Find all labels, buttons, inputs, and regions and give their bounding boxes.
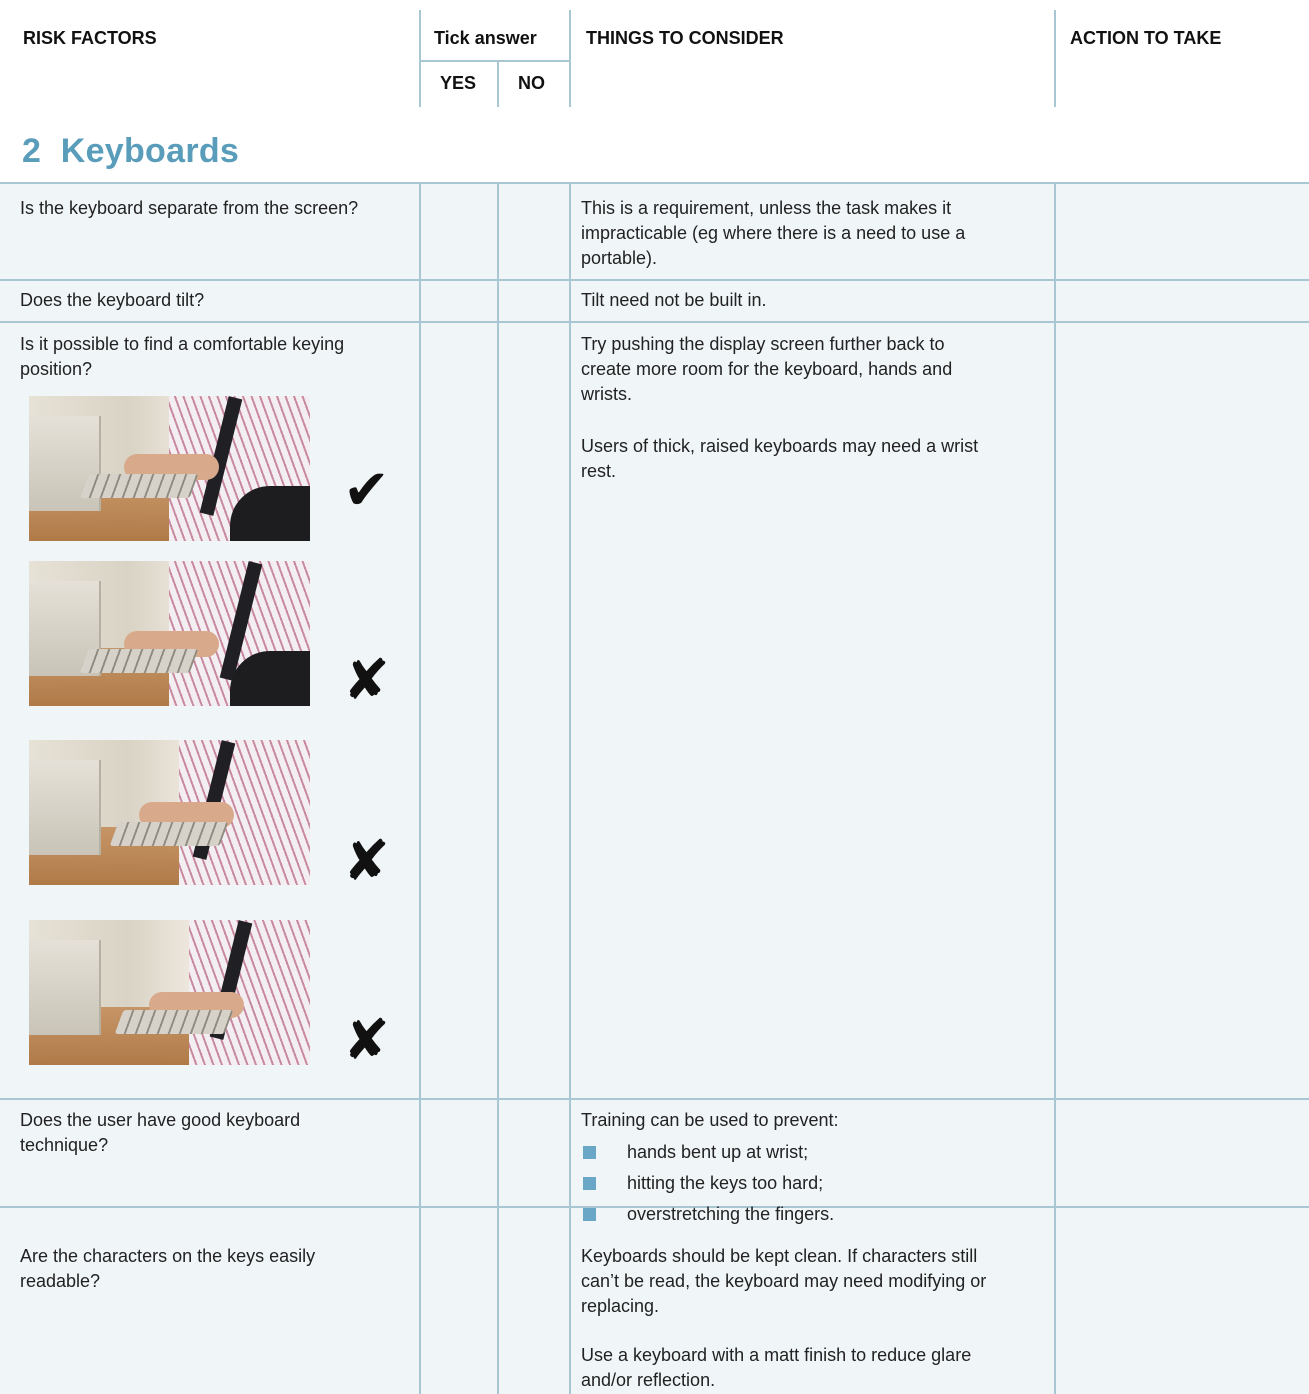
consider-text: Training can be used to prevent: bbox=[581, 1110, 839, 1130]
question-line: position? bbox=[20, 359, 93, 379]
header-things-to-consider: THINGS TO CONSIDER bbox=[586, 28, 784, 48]
question-line: technique? bbox=[20, 1135, 109, 1155]
consider-text: Tilt need not be built in. bbox=[581, 290, 767, 310]
section-heading: Keyboards bbox=[60, 132, 240, 170]
consider-text bbox=[581, 1244, 986, 1319]
header-divider bbox=[1054, 10, 1056, 107]
row-divider bbox=[0, 279, 1309, 281]
consider-text bbox=[581, 1343, 971, 1393]
keyboard-posture-photo-correct bbox=[29, 396, 310, 541]
bullet-item: hitting the keys too hard; bbox=[627, 1173, 824, 1193]
section-number: 2 bbox=[22, 132, 42, 170]
consider-line: Use a keyboard with a matt finish to reduce glare bbox=[581, 1345, 972, 1365]
risk-question bbox=[20, 1108, 300, 1158]
consider-line: rest. bbox=[581, 461, 617, 481]
keyboard-posture-photo-wrong bbox=[29, 561, 310, 706]
section-title bbox=[22, 132, 239, 171]
question-line: Does the user have good keyboard bbox=[20, 1110, 301, 1130]
row-divider bbox=[0, 182, 1309, 184]
header-yes: YES bbox=[440, 73, 477, 93]
keyboard-posture-photo-wrong bbox=[29, 740, 310, 885]
consider-text bbox=[581, 434, 978, 484]
consider-line: impracticable (eg where there is a need to use a bbox=[581, 223, 966, 243]
risk-question bbox=[20, 1244, 315, 1294]
consider-line: Keyboards should be kept clean. If characters still bbox=[581, 1246, 978, 1266]
column-divider bbox=[569, 182, 571, 1394]
bullet-item: overstretching the fingers. bbox=[627, 1204, 835, 1224]
consider-line: wrists. bbox=[581, 384, 632, 404]
header-divider bbox=[419, 10, 421, 107]
consider-text bbox=[581, 196, 965, 271]
cross-mark-icon: ✘ bbox=[343, 1008, 390, 1071]
consider-line: This is a requirement, unless the task makes it bbox=[581, 198, 952, 218]
risk-question: Does the keyboard tilt? bbox=[20, 290, 205, 310]
header-action-to-take: ACTION TO TAKE bbox=[1070, 28, 1222, 48]
consider-line: portable). bbox=[581, 248, 658, 268]
header-divider bbox=[497, 60, 499, 107]
cross-mark-icon: ✘ bbox=[343, 648, 390, 711]
column-divider bbox=[419, 182, 421, 1394]
bullet-square-icon bbox=[583, 1146, 596, 1159]
header-risk-factors: RISK FACTORS bbox=[23, 28, 157, 48]
row-divider bbox=[0, 1098, 1309, 1100]
question-line: Are the characters on the keys easily bbox=[20, 1246, 316, 1266]
consider-line: Try pushing the display screen further back to bbox=[581, 334, 945, 354]
bullet-item: hands bent up at wrist; bbox=[627, 1142, 809, 1162]
consider-text bbox=[581, 332, 952, 407]
consider-line: can’t be read, the keyboard may need modifying or bbox=[581, 1271, 987, 1291]
header-tick-answer: Tick answer bbox=[434, 28, 537, 48]
header-no: NO bbox=[518, 73, 545, 93]
consider-line: create more room for the keyboard, hands and bbox=[581, 359, 953, 379]
column-divider bbox=[1054, 182, 1056, 1394]
question-line: Is it possible to find a comfortable keying bbox=[20, 334, 345, 354]
consider-line: Users of thick, raised keyboards may need a wrist bbox=[581, 436, 979, 456]
risk-question: Is the keyboard separate from the screen? bbox=[20, 198, 359, 218]
question-line: readable? bbox=[20, 1271, 101, 1291]
header-divider bbox=[419, 60, 570, 62]
consider-line: and/or reflection. bbox=[581, 1370, 716, 1390]
bullet-square-icon bbox=[583, 1208, 596, 1221]
risk-question bbox=[20, 332, 344, 382]
cross-mark-icon: ✘ bbox=[343, 829, 390, 892]
keyboard-posture-photo-wrong bbox=[29, 920, 310, 1065]
row-divider bbox=[0, 321, 1309, 323]
consider-line: replacing. bbox=[581, 1296, 660, 1316]
check-mark-icon: ✔ bbox=[343, 458, 390, 521]
column-divider bbox=[497, 182, 499, 1394]
header-divider bbox=[569, 10, 571, 107]
bullet-square-icon bbox=[583, 1177, 596, 1190]
